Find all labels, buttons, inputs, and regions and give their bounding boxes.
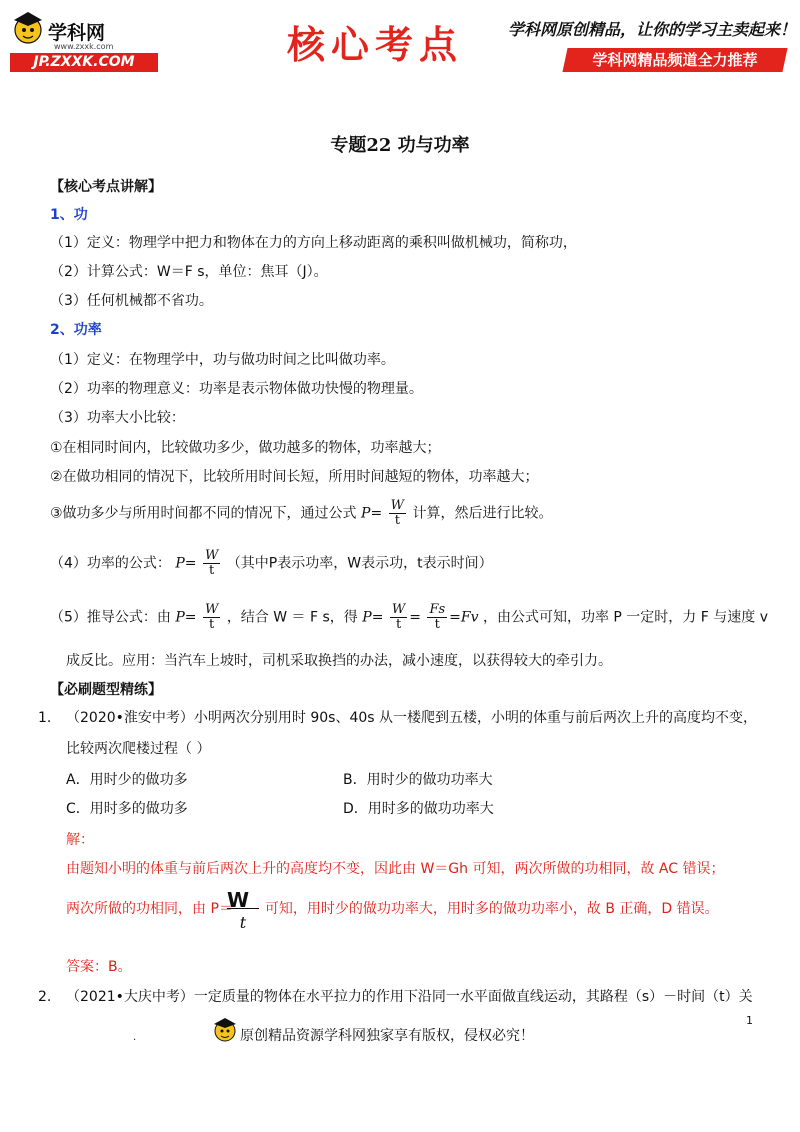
fraction-numerator: W <box>204 602 219 617</box>
fraction-denominator: t <box>209 617 215 632</box>
question-1-text: （2020•淮安中考）小明两次分别用时 90s、40s 从一楼爬到五楼，小明的体重与前后两次上升的高度均不变， <box>66 710 758 726</box>
derived-formula-line <box>50 603 768 632</box>
solution-line-2-start: 两次所做的功相同，由 P＝ <box>66 901 233 917</box>
fraction-fs-over-t <box>427 603 447 632</box>
section-core-heading: 【核心考点讲解】 <box>50 179 162 195</box>
logo-name: 学科网 <box>48 22 106 44</box>
solution-label: 解： <box>66 832 94 848</box>
formula-p: P <box>362 609 372 626</box>
formula-p: P <box>175 609 185 626</box>
section-practice-heading: 【必刷题型精练】 <box>50 682 162 698</box>
solution-fraction-denominator: t <box>239 913 247 932</box>
site-logo <box>6 8 158 74</box>
formula-eq: = <box>371 609 384 626</box>
fraction-numerator: W <box>390 498 404 513</box>
derived-formula-conclusion: ，由公式可知，功率 P 一定时，力 F 与速度 v <box>482 609 768 626</box>
power-formula-label: （4）功率的公式： <box>50 555 171 572</box>
derived-formula-combine: ，结合 W ＝ F s，得 <box>226 609 358 626</box>
question-1-number: 1. <box>38 710 52 726</box>
work-item-1: （1）定义：物理学中把力和物体在力的方向上移动距离的乘积叫做机械功，简称功， <box>50 235 577 251</box>
formula-eq: = <box>184 609 197 626</box>
work-item-3: （3）任何机械都不省功。 <box>50 293 213 309</box>
fraction-w-over-t <box>389 499 406 528</box>
formula-p: P <box>175 555 185 572</box>
fraction-w-over-t <box>390 603 407 632</box>
logo-url[interactable]: JP.ZXXK.COM <box>33 54 135 70</box>
page-number: 1 <box>746 1014 753 1027</box>
power-item-1: （1）定义：在物理学中，功与做功时间之比叫做功率。 <box>50 352 395 368</box>
question-1-option-a[interactable]: A．用时少的做功多 <box>66 772 188 788</box>
derived-formula-continuation: 成反比。应用：当汽车上坡时，司机采取换挡的办法，减小速度，以获得较大的牵引力。 <box>66 653 612 669</box>
fraction-denominator: t <box>434 617 440 632</box>
formula-eq: = <box>449 609 461 626</box>
header-center-title: 核心考点 <box>287 22 464 67</box>
heading-power: 2、功率 <box>50 322 102 338</box>
answer-line: 答案：B。 <box>66 959 132 975</box>
formula-eq: = <box>184 555 197 572</box>
header-slogan: 学科网原创精品，让你的学习主卖起来！ <box>508 20 797 39</box>
solution-fraction-numerator: W <box>227 888 250 912</box>
logo-subtitle: www.zxxk.com <box>54 42 114 51</box>
formula-eq: = <box>370 505 383 522</box>
formula-p: P <box>361 505 371 522</box>
work-item-2: （2）计算公式：W＝F s，单位：焦耳（J）。 <box>50 264 328 280</box>
fraction-denominator: t <box>394 513 400 528</box>
derived-formula-label: （5）推导公式：由 <box>50 609 171 626</box>
solution-fraction <box>227 888 259 932</box>
fraction-numerator: W <box>391 602 406 617</box>
formula-fv: Fv <box>460 609 479 626</box>
question-1-option-d[interactable]: D．用时多的做功功率大 <box>343 801 494 817</box>
compare-item-1: ①在相同时间内，比较做功多少，做功越多的物体，功率越大； <box>50 440 441 456</box>
mascot-icon <box>212 1016 238 1046</box>
fraction-denominator: t <box>395 617 402 632</box>
fraction-w-over-t <box>203 549 220 578</box>
question-1-text-cont: 比较两次爬楼过程（ ） <box>66 741 211 757</box>
compare-item-3-text: ③做功多少与所用时间都不同的情况下，通过公式 <box>50 505 357 522</box>
power-item-3: （3）功率大小比较： <box>50 410 185 426</box>
compare-item-3 <box>50 499 552 528</box>
fraction-w-over-t <box>203 603 220 632</box>
solution-line-2 <box>66 900 719 918</box>
compare-item-3-tail: 计算，然后进行比较。 <box>412 505 553 522</box>
question-2-number: 2. <box>38 989 52 1005</box>
fraction-denominator: t <box>209 563 215 578</box>
question-1-option-c[interactable]: C．用时多的做功多 <box>66 801 188 817</box>
power-item-2: （2）功率的物理意义：功率是表示物体做功快慢的物理量。 <box>50 381 423 397</box>
question-2-text: （2021•大庆中考）一定质量的物体在水平拉力的作用下沿同一水平面做直线运动，其路程（s）－时间（t）关 <box>66 989 753 1005</box>
fraction-numerator: Fs <box>429 602 446 617</box>
solution-line-1: 由题知小明的体重与前后两次上升的高度均不变，因此由 W＝Gh 可知，两次所做的功相同，故 AC 错误； <box>66 861 725 877</box>
footer-dot: . <box>133 1032 137 1043</box>
solution-line-2-end: 可知，用时少的做功功率大，用时多的做功功率小，故 B 正确，D 错误。 <box>264 901 719 917</box>
heading-work: 1、功 <box>50 207 88 223</box>
document-title: 专题22 功与功率 <box>330 135 470 156</box>
power-formula-line <box>50 549 493 578</box>
formula-eq: = <box>409 609 421 626</box>
question-1-option-b[interactable]: B．用时少的做功功率大 <box>343 772 493 788</box>
fraction-numerator: W <box>204 548 219 563</box>
footer-copyright: 原创精品资源学科网独家享有版权，侵权必究！ <box>240 1028 534 1044</box>
header-band-text: 学科网精品频道全力推荐 <box>592 51 758 69</box>
compare-item-2: ②在做功相同的情况下，比较所用时间长短，所用时间越短的物体，功率越大； <box>50 469 539 485</box>
power-formula-note: （其中P表示功率，W表示功，t表示时间） <box>226 555 493 572</box>
